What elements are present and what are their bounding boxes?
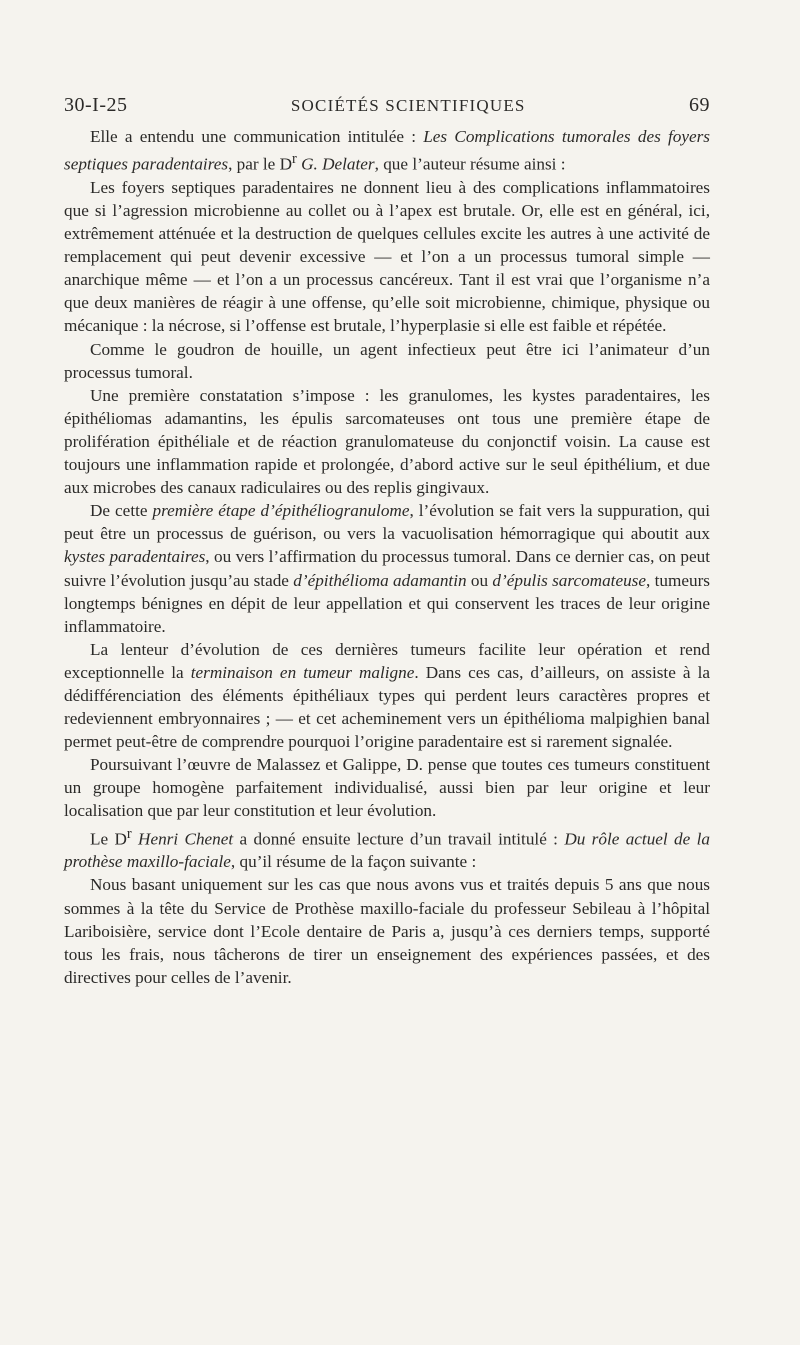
paragraph-3: Comme le goudron de houille, un agent infectieux peut être ici l’animateur d’un processus tumoral. (64, 339, 710, 382)
paragraph-9: Nous basant uniquement sur les cas que nous avons vus et traités depuis 5 ans que nous sommes à la tête du Service de Prothèse maxillo-faciale du professeur Sebileau à l’hôpital Lariboisière, service dont l’Ecole dentaire de Paris a, jusqu’à ces derniers temps, supporté tous les frais, nous tâcherons de tirer un enseignement des expériences passées, et des directives pour celles de l’avenir. (64, 875, 710, 987)
paragraph-7: Poursuivant l’œuvre de Malassez et Galippe, D. pense que toutes ces tumeurs constituent un groupe homogène parfaitement individualisé, aussi bien par leur origine et leur localisation que par leur constitution et leur évolution. (64, 755, 710, 821)
page-number: 69 (689, 94, 710, 116)
paragraph-5: De cette première étape d’épithéliogranulome, l’évolution se fait vers la suppuration, qui peut être un processus de guérison, ou vers la vacuolisation hémorragique qui aboutit aux kystes paradentaires, ou vers l’affirmation du processus tumoral. Dans ce dernier cas, on peut suivre l’évolution jusqu’au stade d’épithélioma adamantin ou d’épulis sarcomateuse, tumeurs longtemps bénignes en dépit de leur appellation et qui conservent les traces de leur origine inflammatoire. (64, 501, 710, 636)
header-date: 30-I-25 (64, 94, 128, 116)
header-title: SOCIÉTÉS SCIENTIFIQUES (290, 96, 526, 115)
running-header (64, 94, 710, 117)
paragraph-4: Une première constatation s’impose : les granulomes, les kystes paradentaires, les épithéliomas adamantins, les épulis sarcomateuses ont tous une première étape de prolifération épithéliale et de réaction granulomateuse du conjonctif voisin. La cause est toujours une inflammation rapide et prolongée, d’abord active sur le seul épithélium, et due aux microbes des canaux radiculaires ou des replis gingivaux. (64, 385, 710, 498)
paragraph-8: Le $D^r$ Henri Chenet a donné ensuite lecture d’un travail intitulé : Du rôle actuel de la prothèse maxillo-faciale, qu’il résume de la façon suivante : (64, 825, 711, 872)
article-body (64, 125, 710, 989)
paragraph-6: La lenteur d’évolution de ces dernières tumeurs facilite leur opération et rend exceptionnelle la terminaison en tumeur maligne. Dans ces cas, d’ailleurs, on assiste à la dédifférenciation des éléments épithéliaux types qui perdent leurs caractères propres et redeviennent embryonnaires ; — et cet acheminement vers un épithélioma malpighien banal permet peut-être de comprendre pourquoi l’origine paradentaire est si rarement signalée. (64, 639, 710, 752)
paragraph-2: Les foyers septiques paradentaires ne donnent lieu à des complications inflammatoires que si l’agression microbienne au collet ou à l’apex est brutale. Or, elle est en général, ici, extrêmement atténuée et la destruction de quelques cellules excite les autres à une activité de remplacement qui peut devenir excessive — et l’on a un processus tumoral simple — anarchique même — et l’on a un processus cancéreux. Tant il est vrai que l’organisme n’a que deux manières de réagir à une offense, qu’elle soit microbienne, chimique, physique ou mécanique : la nécrose, si l’offense est brutale, l’hyperplasie si elle est faible et répétée. (64, 177, 710, 336)
paragraph-1: Elle a entendu une communication intitulée : Les Complications tumorales des foyers septiques paradentaires, par le $D^r$ G. Delater, que l’auteur résume ainsi : (64, 127, 710, 174)
